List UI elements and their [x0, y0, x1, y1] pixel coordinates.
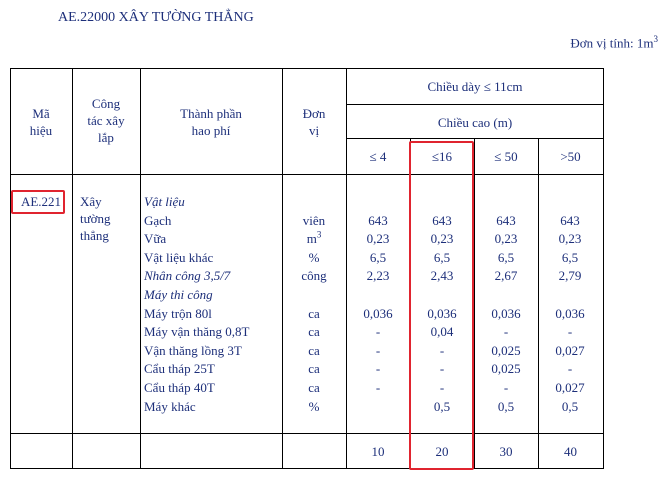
value-cell: -	[375, 380, 381, 395]
unit-cell: ca	[308, 380, 320, 395]
value-cell: 2,79	[558, 268, 582, 284]
header-thanh-phan: Thành phần hao phí	[180, 106, 242, 138]
unit-cell: viên	[302, 212, 326, 228]
footer-col-1: 10	[371, 444, 385, 459]
value-cell: 0,5	[561, 398, 579, 414]
value-cell: 0,036	[555, 305, 585, 321]
value-cell: 0,027	[555, 380, 585, 395]
footer-col-2: 20	[435, 444, 449, 459]
footer-col-3: 30	[499, 444, 513, 459]
header-chieu-cao: Chiều cao (m)	[437, 115, 513, 130]
value-cell: 6,5	[433, 249, 451, 265]
code-highlight	[11, 190, 65, 214]
work-description: Xây tường thẳng	[80, 194, 111, 243]
header-don-vi: Đơn vị	[302, 106, 326, 138]
value-cell: 643	[368, 212, 388, 228]
component-label: Máy trộn 80l	[144, 305, 212, 321]
header-height-le4: ≤ 4	[369, 149, 387, 164]
value-cell: 0,04	[430, 324, 454, 340]
component-label: Nhân công 3,5/7	[144, 268, 231, 284]
component-label: Vữa	[144, 231, 167, 247]
header-height-gt50: >50	[560, 149, 581, 164]
component-label: Cẩu tháp 25T	[144, 361, 215, 377]
footer-col-4: 40	[564, 444, 577, 459]
value-cell: 0,036	[427, 305, 457, 321]
value-cell: 0,036	[491, 305, 521, 321]
header-ma-hieu: Mã hiệu	[29, 106, 53, 138]
value-cell: -	[503, 324, 509, 340]
value-cell: -	[567, 361, 573, 377]
value-cell: 0,23	[430, 231, 454, 247]
value-cell: 643	[496, 212, 516, 228]
value-cell: -	[439, 380, 445, 395]
value-cell: 0,025	[491, 361, 521, 377]
value-cell: 0,036	[363, 305, 393, 321]
value-cell: 0,5	[433, 398, 451, 414]
value-cell: 6,5	[369, 249, 387, 265]
value-cell: 6,5	[561, 249, 579, 265]
norm-code: AE.221	[20, 194, 62, 209]
header-height-le50: ≤ 50	[494, 149, 518, 164]
value-cell: 0,027	[555, 342, 585, 358]
header-height-le16: ≤16	[431, 149, 453, 164]
unit-label: Đơn vị tính: $1m^3$	[570, 34, 658, 51]
component-label: Vận thăng lồng 3T	[144, 342, 242, 358]
value-cell: -	[439, 361, 445, 377]
value-cell: -	[375, 361, 381, 377]
value-cell: 2,23	[366, 268, 390, 284]
unit-cell: %	[308, 249, 320, 265]
unit-cell: ca	[308, 324, 320, 340]
component-label: Cẩu tháp 40T	[144, 380, 215, 395]
value-cell: 0,23	[494, 231, 518, 247]
value-cell: 6,5	[497, 249, 515, 265]
page-title: AE.22000 XÂY TƯỜNG THẲNG	[58, 10, 254, 25]
value-cell: 643	[432, 212, 452, 228]
component-label: Gạch	[144, 212, 172, 228]
header-chieu-day: Chiều dày ≤ 11cm	[427, 79, 523, 94]
component-label: Máy thi công	[144, 287, 213, 302]
value-cell: -	[375, 342, 381, 358]
value-cell: -	[375, 324, 381, 340]
component-label: Vật liệu	[144, 194, 185, 209]
value-cell: 2,43	[430, 268, 454, 284]
unit-cell: ca	[308, 342, 320, 358]
value-cell: -	[503, 380, 509, 395]
header-cong-tac: Công tác xây lắp	[87, 96, 125, 145]
value-cell: 0,5	[497, 398, 515, 414]
component-label: Vật liệu khác	[144, 249, 214, 265]
value-cell: 0,23	[558, 231, 582, 247]
unit-cell: ca	[308, 305, 320, 321]
unit-cell: %	[308, 398, 320, 414]
component-label: Máy vận thăng 0,8T	[144, 324, 250, 340]
value-cell: 0,23	[366, 231, 390, 247]
value-cell: 2,67	[494, 268, 518, 284]
norm-table	[10, 68, 604, 469]
component-label: Máy khác	[144, 398, 196, 414]
unit-cell: công	[301, 268, 327, 284]
value-cell: -	[567, 324, 573, 340]
unit-cell: ca	[308, 361, 320, 377]
value-cell: 643	[560, 212, 580, 228]
unit-cell: $m^3$	[306, 229, 322, 247]
value-cell: -	[439, 342, 445, 358]
column-highlight	[409, 141, 474, 470]
value-cell: 0,025	[491, 342, 521, 358]
